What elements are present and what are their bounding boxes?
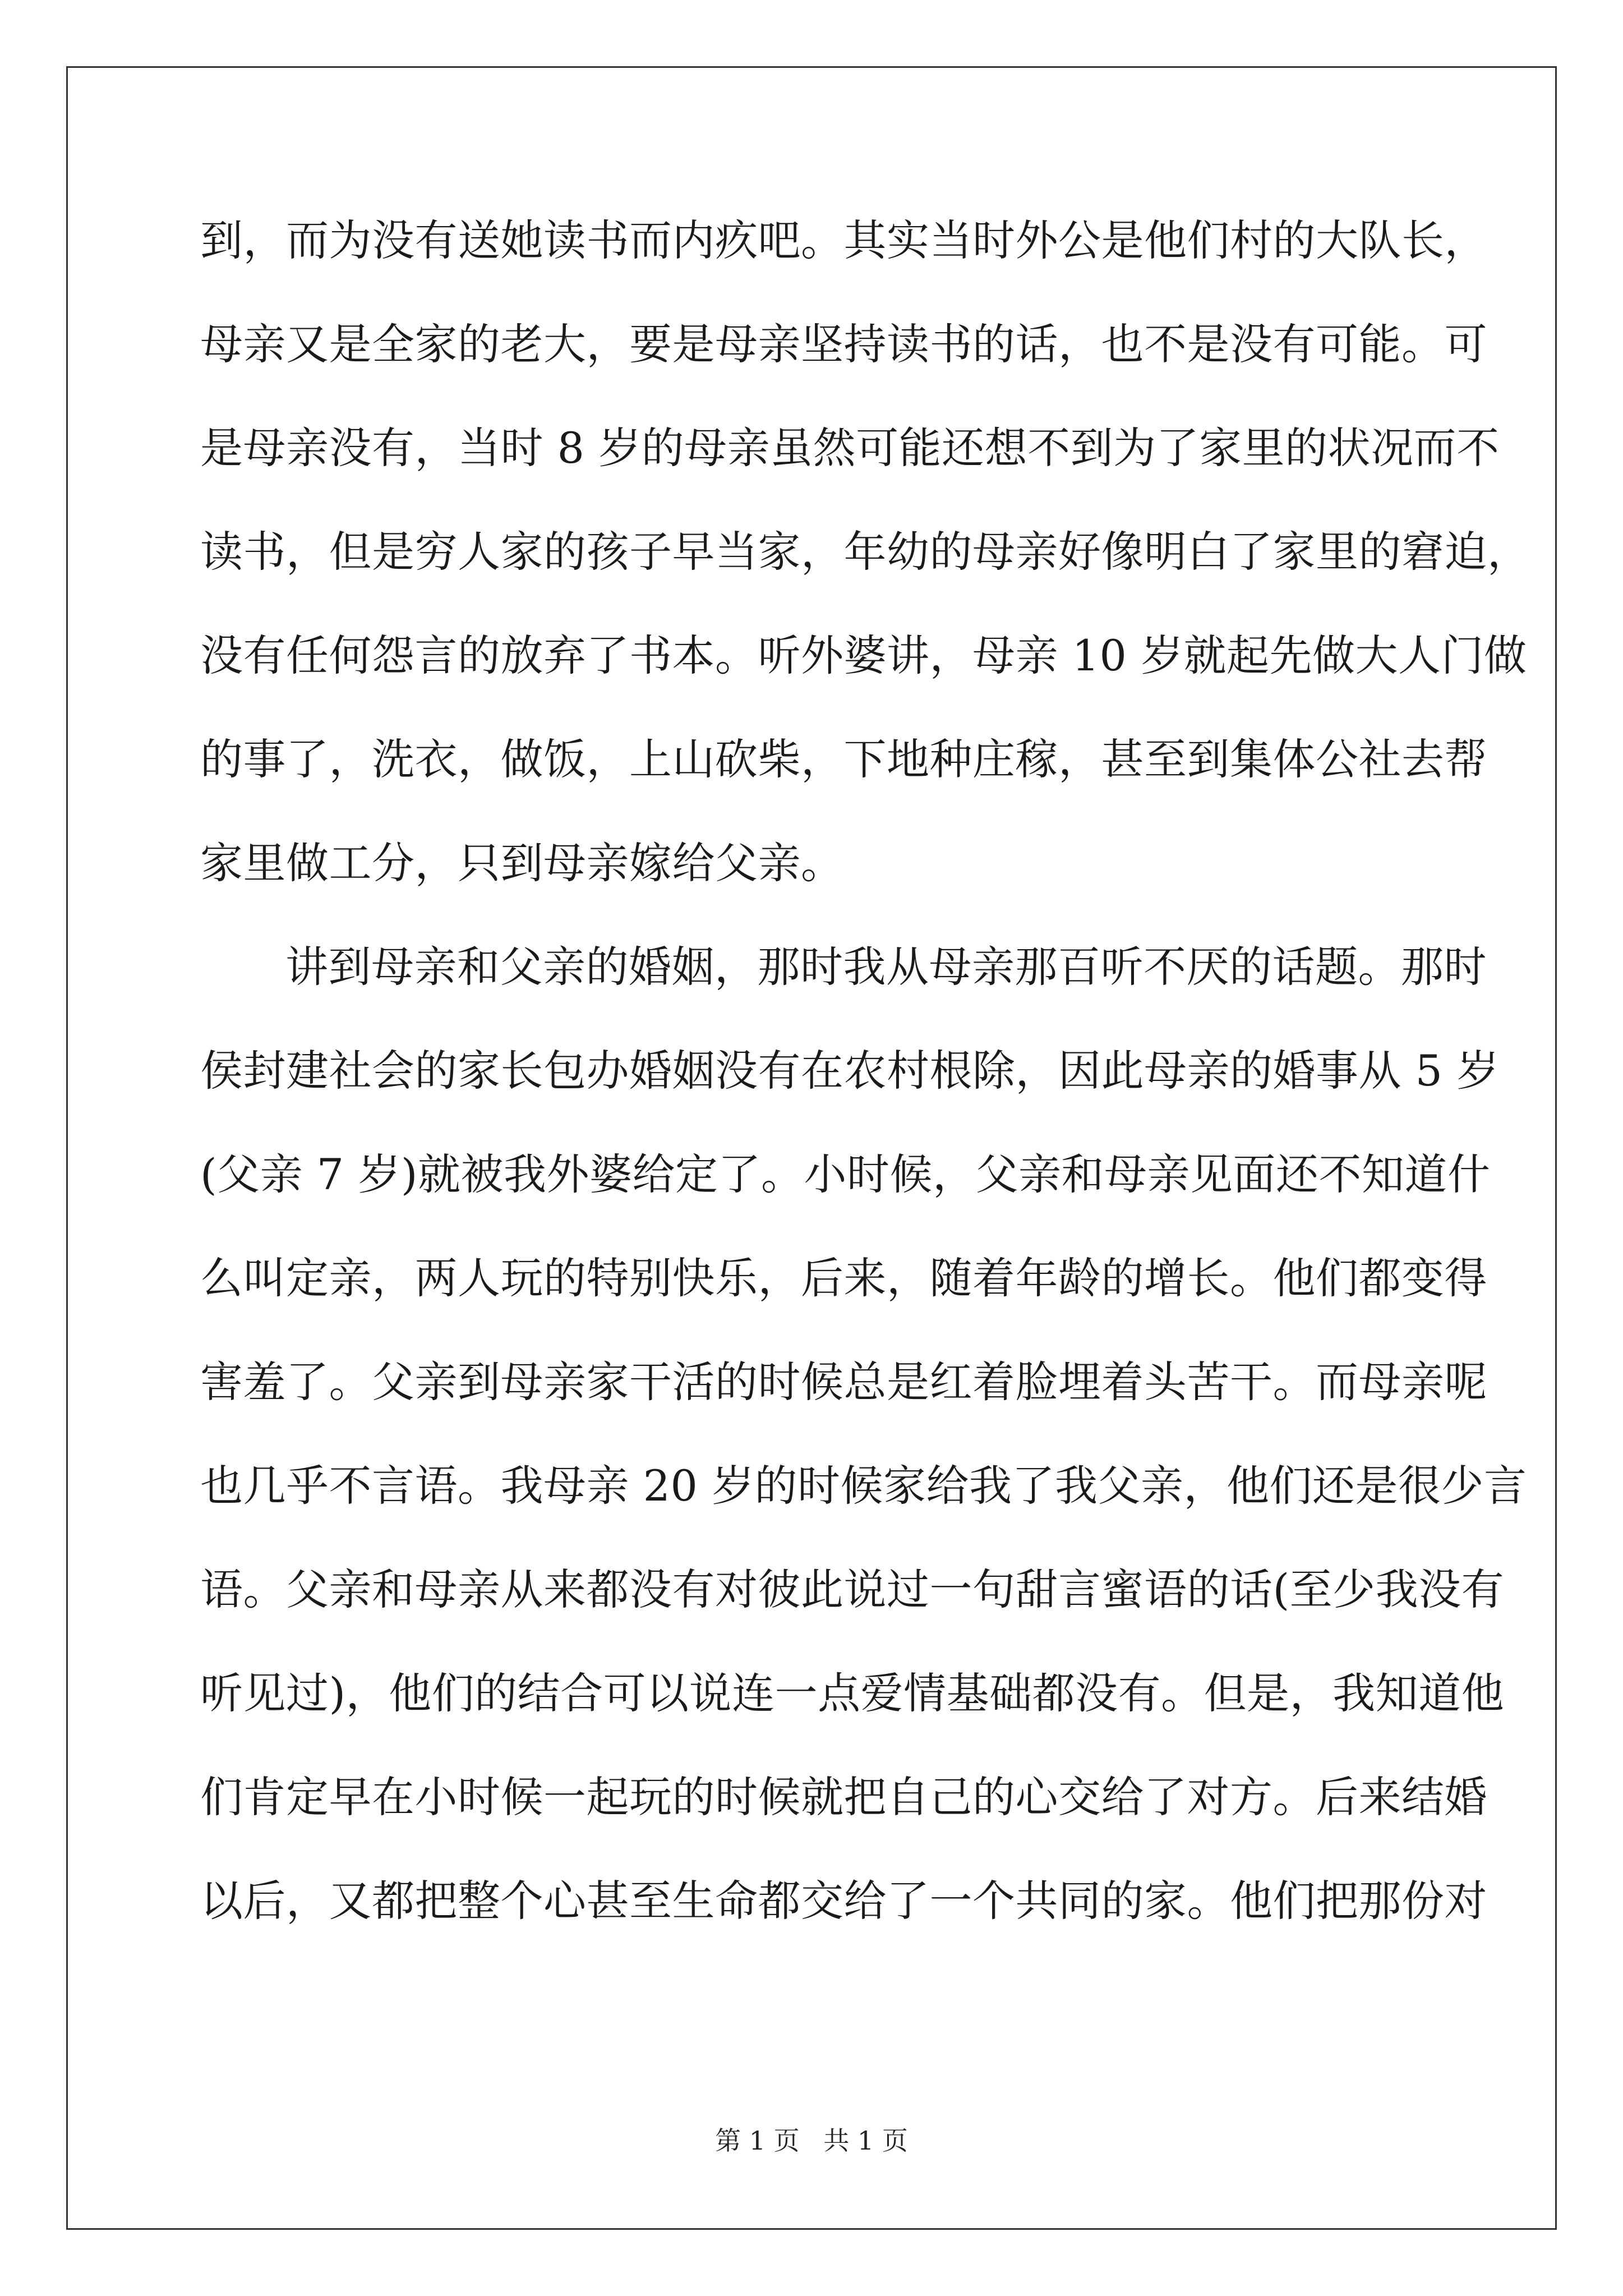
page-footer bbox=[0, 2120, 1623, 2157]
text-line: 语。父亲和母亲从来都没有对彼此说过一句甜言蜜语的话(至少我没有 bbox=[200, 1565, 1505, 1614]
text-line: 是母亲没有，当时 8 岁的母亲虽然可能还想不到为了家里的状况而不 bbox=[200, 423, 1500, 473]
text-line: 母亲又是全家的老大，要是母亲坚持读书的话，也不是没有可能。可 bbox=[200, 319, 1487, 369]
text-line: (父亲 7 岁)就被我外婆给定了。小时候，父亲和母亲见面还不知道什 bbox=[200, 1149, 1491, 1199]
text-line: 侯封建社会的家长包办婚姻没有在农村根除，因此母亲的婚事从 5 岁 bbox=[200, 1046, 1500, 1096]
paragraph-start-line: 讲到母亲和父亲的婚姻，那时我从母亲那百听不厌的话题。那时 bbox=[285, 942, 1487, 992]
text-line: 听见过)，他们的结合可以说连一点爱情基础都没有。但是，我知道他 bbox=[200, 1668, 1505, 1718]
text-line: 没有任何怨言的放弃了书本。听外婆讲，母亲 10 岁就起先做大人门做 bbox=[200, 631, 1527, 680]
text-line: 么叫定亲，两人玩的特别快乐，后来，随着年龄的增长。他们都变得 bbox=[200, 1253, 1487, 1303]
text-line: 家里做工分，只到母亲嫁给父亲。 bbox=[200, 838, 844, 888]
text-line: 害羞了。父亲到母亲家干活的时候总是红着脸埋着头苦干。而母亲呢 bbox=[200, 1357, 1487, 1407]
document-body bbox=[200, 188, 1530, 1953]
text-line: 以后，又都把整个心甚至生命都交给了一个共同的家。他们把那份对 bbox=[200, 1876, 1487, 1926]
text-line: 到，而为没有送她读书而内疚吧。其实当时外公是他们村的大队长， bbox=[200, 215, 1487, 265]
text-line: 读书，但是穷人家的孩子早当家，年幼的母亲好像明白了家里的窘迫， bbox=[200, 527, 1530, 577]
text-line: 的事了，洗衣，做饭，上山砍柴，下地种庄稼，甚至到集体公社去帮 bbox=[200, 734, 1487, 784]
text-line: 们肯定早在小时候一起玩的时候就把自己的心交给了对方。后来结婚 bbox=[200, 1772, 1487, 1822]
text-line: 也几乎不言语。我母亲 20 岁的时候家给我了我父亲，他们还是很少言 bbox=[200, 1461, 1527, 1511]
page-total: 共 1 页 bbox=[823, 2125, 908, 2156]
page-number: 第 1 页 bbox=[715, 2125, 800, 2156]
